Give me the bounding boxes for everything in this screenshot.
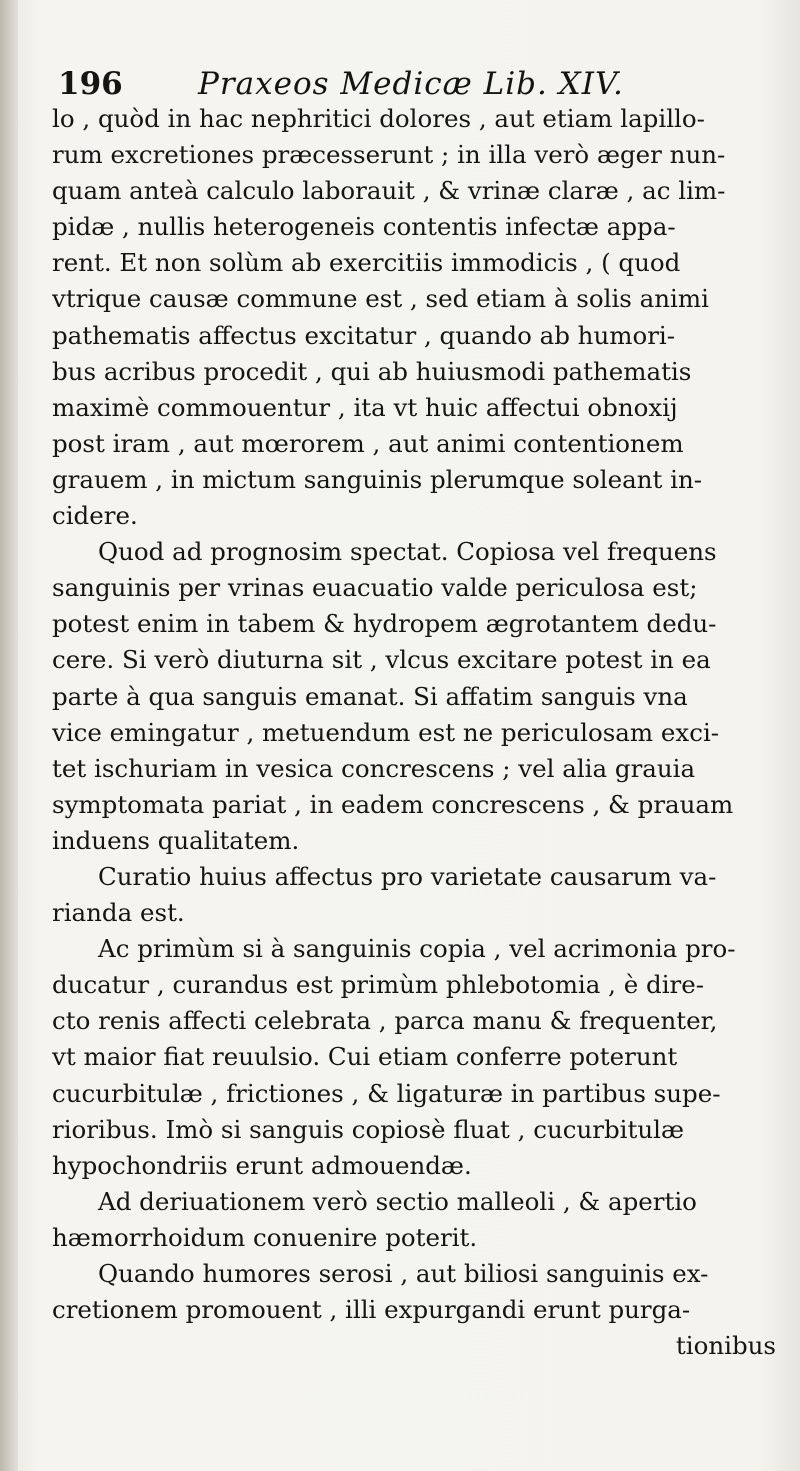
text-line: Quod ad prognosim spectat. Copiosa vel frequens [98, 537, 717, 567]
text-line: pidæ , nullis heterogeneis contentis infectæ appa- [52, 212, 676, 242]
text-line: induens qualitatem. [52, 825, 300, 855]
text-line: cidere. [52, 501, 138, 531]
page-number: 196 [58, 66, 123, 102]
text-line: parte à qua sanguis emanat. Si affatim sanguis vna [52, 681, 688, 711]
text-line: vice emingatur , metuendum est ne periculosam exci- [52, 717, 720, 747]
text-line: cretionem promouent , illi expurgandi erunt purga- [52, 1295, 691, 1325]
text-line: rioribus. Imò si sanguis copiosè fluat , cucurbitulæ [52, 1114, 684, 1144]
text-line: Curatio huius affectus pro varietate causarum va- [98, 861, 717, 891]
text-line: rianda est. [52, 898, 185, 928]
running-head: Praxeos Medicæ Lib. XIV. [198, 66, 624, 102]
page-gutter [0, 0, 18, 1471]
text-line: quam anteà calculo laborauit , & vrinæ claræ , ac lim- [52, 176, 726, 206]
text-line: maximè commouentur , ita vt huic affectui obnoxij [52, 392, 678, 422]
text-line: cere. Si verò diuturna sit , vlcus excitare potest in ea [52, 645, 711, 675]
text-line: vtrique causæ commune est , sed etiam à solis animi [52, 284, 709, 314]
text-line: symptomata pariat , in eadem concrescens , & prauam [52, 789, 734, 819]
text-line: sanguinis per vrinas euacuatio valde periculosa est; [52, 573, 698, 603]
text-line: Ac primùm si à sanguinis copia , vel acrimonia pro- [98, 934, 736, 964]
text-line: cucurbitulæ , frictiones , & ligaturæ in partibus supe- [52, 1078, 721, 1108]
text-line: rum excretiones præcesserunt ; in illa verò æger nun- [52, 140, 726, 170]
text-line: Quando humores serosi , aut biliosi sanguinis ex- [98, 1259, 709, 1288]
text-line: grauem , in mictum sanguinis plerumque soleant in- [52, 464, 703, 494]
text-line: potest enim in tabem & hydropem ægrotantem dedu- [52, 609, 717, 639]
text-line: cto renis affecti celebrata , parca manu & frequenter, [52, 1006, 718, 1036]
text-line: post iram , aut mœrorem , aut animi contentionem [52, 428, 684, 458]
text-line: hæmorrhoidum conuenire poterit. [52, 1222, 478, 1252]
text-line: tet ischuriam in vesica concrescens ; vel alia grauia [52, 753, 696, 783]
text-line: lo , quòd in hac nephritici dolores , aut etiam lapillo- [52, 104, 705, 133]
text-line: Ad deriuationem verò sectio malleoli , & apertio [98, 1186, 697, 1216]
text-line: vt maior fiat reuulsio. Cui etiam conferre poterunt [52, 1042, 678, 1072]
body-text [52, 101, 790, 1364]
text-line: ducatur , curandus est primùm phlebotomia , è dire- [52, 970, 705, 1000]
text-line: rent. Et non solùm ab exercitiis immodicis , ( quod [52, 248, 681, 278]
catchword: tionibus [675, 1331, 776, 1361]
text-line: hypochondriis erunt admouendæ. [52, 1150, 472, 1180]
text-line: bus acribus procedit , qui ab huiusmodi pathematis [52, 356, 692, 386]
text-line: pathematis affectus excitatur , quando ab humori- [52, 320, 676, 350]
